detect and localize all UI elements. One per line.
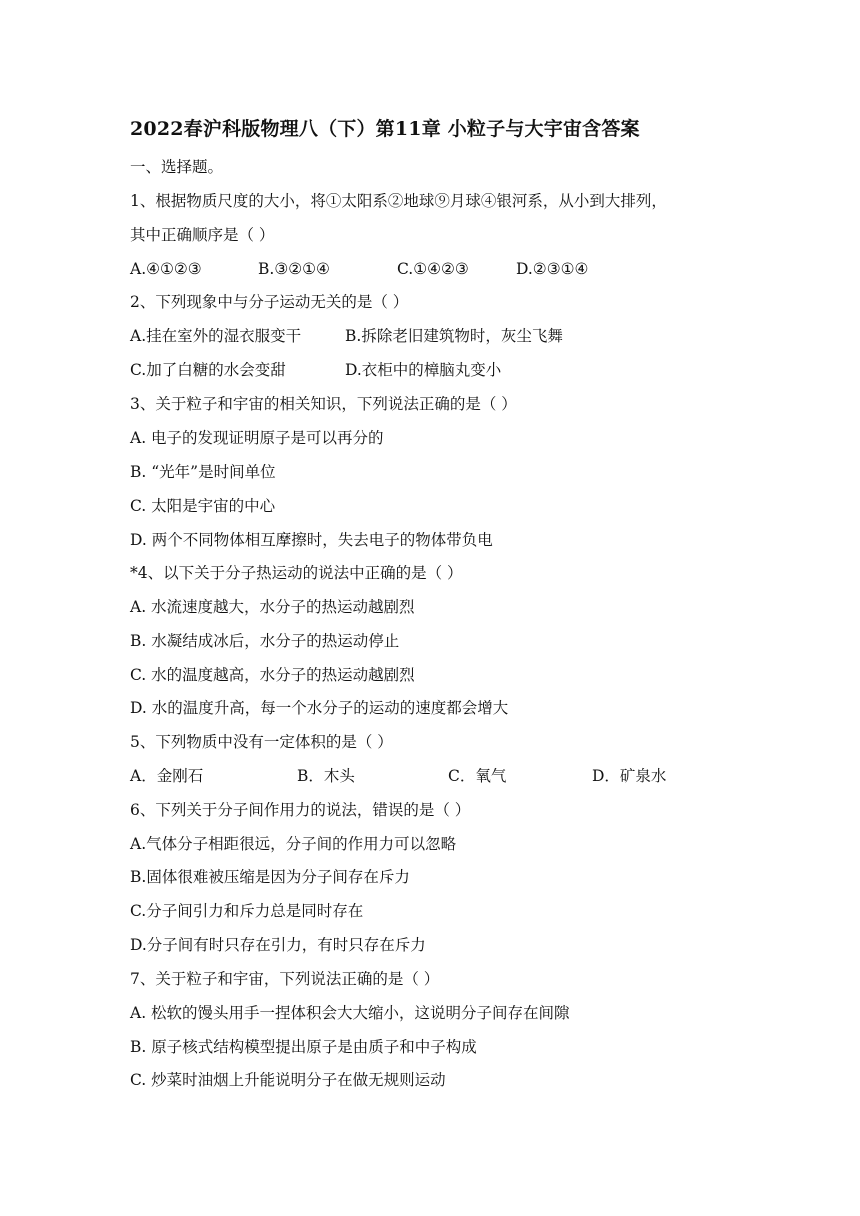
section-heading: 一、选择题。: [130, 158, 224, 176]
question-6-option-c: C.分子间引力和斥力总是同时存在: [130, 902, 364, 920]
question-3-option-b: B. “光年”是时间单位: [130, 463, 276, 481]
question-7-option-b: B. 原子核式结构模型提出原子是由质子和中子构成: [130, 1038, 477, 1056]
question-4-option-a: A. 水流速度越大，水分子的热运动越剧烈: [130, 598, 415, 616]
question-1-option-d: D.②③①④: [516, 260, 589, 278]
question-5-option-b: B．木头: [297, 767, 355, 785]
question-7-stem: 7、关于粒子和宇宙，下列说法正确的是（ ）: [130, 970, 440, 988]
question-4-option-d: D. 水的温度升高，每一个水分子的运动的速度都会增大: [130, 699, 509, 717]
question-5-option-a: A．金刚石: [130, 767, 204, 785]
question-7-option-c: C. 炒菜时油烟上升能说明分子在做无规则运动: [130, 1071, 446, 1089]
question-3-stem: 3、关于粒子和宇宙的相关知识，下列说法正确的是（ ）: [130, 395, 517, 413]
question-5-stem: 5、下列物质中没有一定体积的是（ ）: [130, 733, 393, 751]
question-1-stem-cont: 其中正确顺序是（ ）: [130, 226, 275, 244]
question-5-option-d: D．矿泉水: [592, 767, 667, 785]
question-6-option-a: A.气体分子相距很远，分子间的作用力可以忽略: [130, 835, 457, 853]
question-2-option-d: D.衣柜中的樟脑丸变小: [345, 361, 502, 379]
question-1-option-a: A.④①②③: [130, 260, 202, 278]
question-3-option-d: D. 两个不同物体相互摩擦时，失去电子的物体带负电: [130, 531, 493, 549]
question-4-option-c: C. 水的温度越高，水分子的热运动越剧烈: [130, 666, 415, 684]
question-4-stem: *4、以下关于分子热运动的说法中正确的是（ ）: [130, 564, 463, 582]
question-7-option-a: A. 松软的馒头用手一捏体积会大大缩小，这说明分子间存在间隙: [130, 1004, 570, 1022]
question-2-stem: 2、下列现象中与分子运动无关的是（ ）: [130, 293, 409, 311]
question-6-option-b: B.固体很难被压缩是因为分子间存在斥力: [130, 868, 410, 886]
question-1-option-b: B.③②①④: [258, 260, 330, 278]
question-3-option-a: A. 电子的发现证明原子是可以再分的: [130, 429, 384, 447]
question-3-option-c: C. 太阳是宇宙的中心: [130, 497, 276, 515]
question-2-option-b: B.拆除老旧建筑物时，灰尘飞舞: [345, 327, 563, 345]
document-title: 2022春沪科版物理八（下）第11章 小粒子与大宇宙含答案: [130, 118, 640, 140]
question-1-option-c: C.①④②③: [397, 260, 469, 278]
question-5-option-c: C．氧气: [448, 767, 507, 785]
question-2-option-a: A.挂在室外的湿衣服变干: [130, 327, 302, 345]
question-6-stem: 6、下列关于分子间作用力的说法，错误的是（ ）: [130, 801, 471, 819]
question-4-option-b: B. 水凝结成冰后，水分子的热运动停止: [130, 632, 400, 650]
question-1-stem: 1、根据物质尺度的大小，将①太阳系②地球⑨月球④银河系，从小到大排列，: [130, 192, 667, 210]
question-6-option-d: D.分子间有时只存在引力，有时只存在斥力: [130, 936, 426, 954]
question-2-option-c: C.加了白糖的水会变甜: [130, 361, 286, 379]
